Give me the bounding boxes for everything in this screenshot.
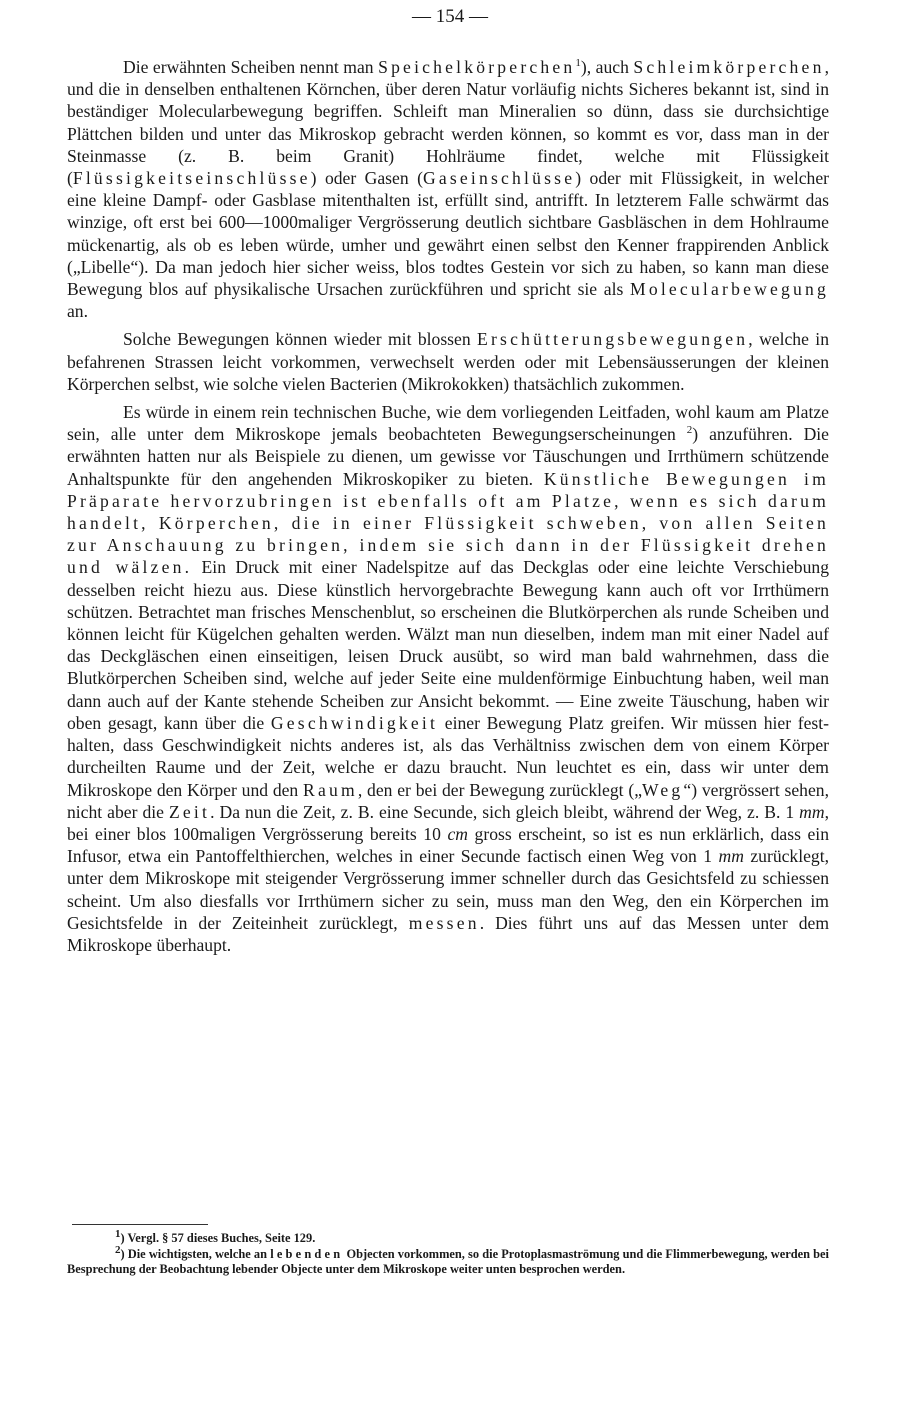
- text-run: . Dies führt uns auf das Messen unter dem Mikroskope überhaupt.: [67, 912, 829, 955]
- footnote-marker: 1: [575, 57, 581, 70]
- spaced-emphasis: Weg: [642, 779, 684, 800]
- footnote-2: [67, 1243, 829, 1278]
- page-number: — 154 —: [412, 6, 488, 27]
- text-run: gross erscheint, so ist es nun erklärlich, dass ein Infusor, etwa ein Pantoffelthierchen, welches in einer Secunde factisch einen Weg von 1: [67, 823, 829, 867]
- spaced-emphasis: Schleimkörperchen: [633, 57, 825, 77]
- spaced-emphasis: Speichelkörperchen: [378, 57, 576, 77]
- spaced-emphasis: Raum: [303, 779, 358, 800]
- italic-unit: mm: [799, 801, 825, 822]
- text-run: “) vergrössert sehen, nicht aber die: [67, 779, 829, 822]
- footnote-marker: 1: [115, 1227, 121, 1240]
- text-run: ) oder mit Flüssigkeit, in welcher eine kleine Dampf- oder Gasblase mitenthalten ist, erfüllt sind, antrifft. In letzterem Falle schwärmt das winzige, oft erst bei 600—1000maliger Vergrösserung deutlich sichtbare Gasbläschen in dem Hohlraume mückenartig, als ob es leben würde, umher und gewährt einen selbst den Kenner frappirenden Anblick („Libelle“). Da man jedoch hier sicher weiss, blos todtes Gestein vor sich zu haben, so kann man diese Bewegung blos auf physikalische Ursachen zurückführen und spricht sie als: [67, 168, 829, 300]
- text-run: ) Vergl. § 57 dieses Buches, Seite 129.: [120, 1231, 316, 1245]
- spaced-emphasis: Geschwindigkeit: [270, 712, 439, 733]
- text-run: an.: [67, 301, 89, 322]
- text-run: ) Die wichtigsten, welche an: [120, 1246, 271, 1261]
- footnote-marker: 2: [686, 424, 693, 437]
- spaced-emphasis: messen: [408, 912, 480, 933]
- spaced-emphasis: Molecularbewegung: [629, 279, 829, 300]
- text-run: Die erwähnten Scheiben nennt man: [123, 57, 379, 77]
- text-run: zurücklegt, unter dem Mikroskope mit steigender Vergrösserung immer schneller durch das Gesichtsfeld zu schiessen scheint. Um also diesfalls vor Irrthümern sicher zu sein, muss man den Weg, den ein Körperchen im Gesichtsfelde in der Zeiteinheit zurücklegt,: [67, 846, 830, 933]
- spaced-emphasis: Flüssigkeitseinschlüsse: [72, 168, 311, 189]
- spaced-emphasis: Zeit: [168, 801, 211, 822]
- text-run: , den er bei der Bewegung zurücklegt („: [357, 779, 643, 800]
- text-run: ) oder Gasen (: [310, 168, 423, 189]
- text-run: ), auch: [580, 57, 634, 77]
- text-run: Solche Bewegungen können wieder mit blossen: [123, 329, 478, 350]
- footnotes: [67, 1227, 829, 1278]
- footnote-divider: [72, 1224, 208, 1225]
- text-run: Es würde in einem rein technischen Buche, wie dem vorliegenden Leitfaden, wohl kaum am Platze sein, alle unter dem Mikroskope jemals beobachteten Bewegungserscheinungen: [67, 402, 829, 445]
- italic-unit: cm: [447, 823, 468, 844]
- spaced-emphasis: Gaseinschlüsse: [422, 168, 576, 189]
- italic-unit: mm: [718, 846, 744, 867]
- spaced-emphasis: Künstliche Bewegungen im Präparate hervorzubringen ist ebenfalls oft am Platze, wenn es sich darum handelt, Körperchen, die in einer Flüssigkeit schweben, von allen Seiten zur Anschauung zu bringen, indem sie sich dann in der Flüssigkeit drehen und wälzen.: [67, 468, 830, 578]
- text-run: , welche in befahrenen Strassen leicht vorkommen, verwechselt werden oder mit Lebensäusserungen der kleinen Körperchen selbst, wie solche vielen Bacterien (Mikrokokken) thatsächlich zukommen.: [67, 329, 829, 394]
- spaced-emphasis: Erschütterungsbewegungen: [477, 329, 749, 350]
- text-run: Ein Druck mit einer Nadelspitze auf das Deckglas oder eine leichte Verschiebung desselben reicht hiezu aus. Diese künstlich hervorgebrachte Bewegung kann auch oft vor Irrthümern schützen. Betrachtet man frisches Menschenblut, so erscheinen die Blutkörperchen als runde Scheiben und können leicht für Kügelchen gehalten werden. Wälzt man nun dieselben, indem man mit einer Nadel auf das Deckgläschen einen einseitigen, leisen Druck ausübt, so wird man bald wahrnehmen, dass die Blutkörperchen Scheiben sind, welche auf jeder Seite eine muldenförmige Einbuchtung haben, weil man dann auch auf der Kante stehende Scheiben zur Ansicht bekommt. — Eine zweite Täuschung, haben wir oben gesagt, kann über die: [67, 557, 829, 733]
- spaced-emphasis: lebenden: [270, 1246, 344, 1261]
- text-run: Objecten vorkommen, so die Protoplasmaströmung und die Flimmerbewegung, werden bei Besprechung der Beobachtung lebender Objecte unter dem Mikroskope weiter unten besprochen werden.: [67, 1246, 829, 1277]
- text-run: , bei einer blos 100maligen Vergrösserung bereits 10: [67, 801, 829, 844]
- text-run: . Da nun die Zeit, z. B. eine Secunde, sich gleich bleibt, während der Weg, z. B. 1: [210, 801, 800, 822]
- body-text: [67, 56, 829, 956]
- text-run: ) anzuführen. Die erwähnten hatten nur als Beispiele zu dienen, um gewisse vor Täuschungen und Irrthümern schützende Anhaltspunkte für den angehenden Mikroskopiker zu bieten.: [67, 424, 829, 489]
- paragraph-3: [67, 401, 829, 956]
- paragraph-1: [67, 56, 829, 322]
- footnote-marker: 2: [115, 1243, 121, 1256]
- footnote-1: [67, 1227, 829, 1247]
- text-run: , und die in denselben enthaltenen Körnchen, über deren Natur vorläufig nichts Sicheres bekannt ist, sind in beständiger Molecularbewegung begriffen. Schleift man Mineralien so dünn, dass sie durchsichtige Plättchen bilden und unter das Mikroskop gebracht werden können, so kommt es vor, dass man in der Steinmasse (z. B. beim Granit) Hohlräume findet, welche mit Flüssigkeit (: [67, 57, 829, 189]
- paragraph-2: [67, 328, 829, 395]
- text-run: einer Bewegung Platz greifen. Wir müssen hier festhalten, dass Geschwindigkeit nichts anderes ist, als das Verhältniss zwischen dem von einem Körper durcheilten Raume und der Zeit, welche er dazu braucht. Nun leuchtet es ein, dass wir unter dem Mikroskope den Körper und den: [67, 712, 829, 800]
